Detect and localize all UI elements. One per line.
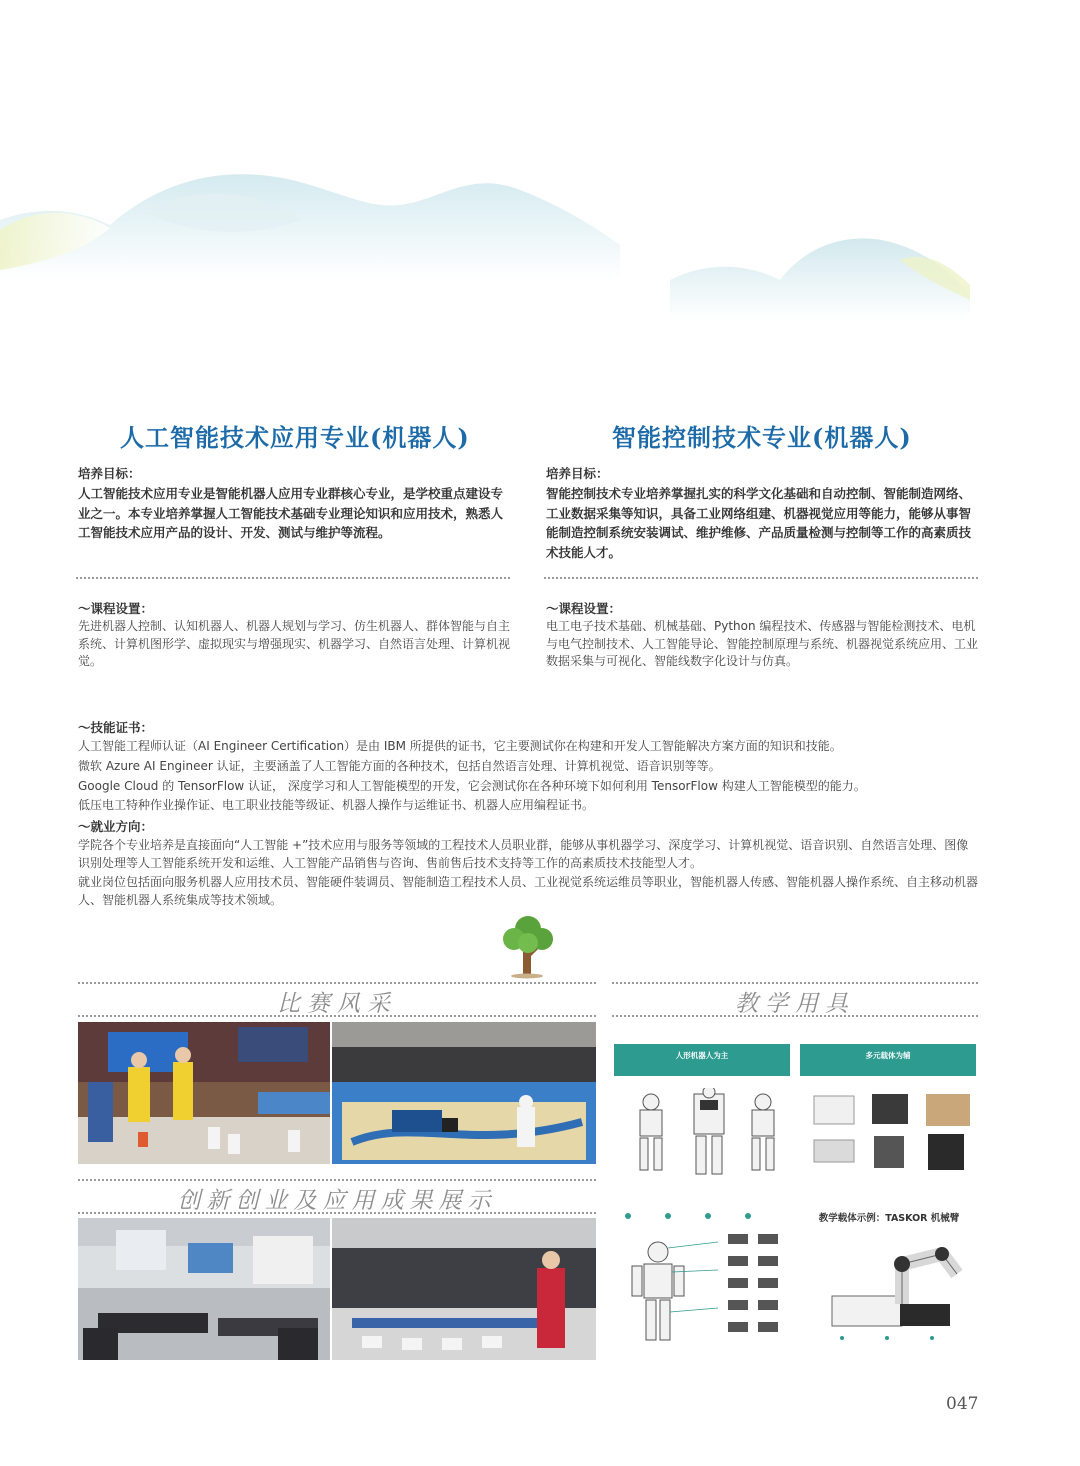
teaching-bar <box>614 1044 790 1076</box>
left-major-title: 人工智能技术应用专业(机器人) <box>120 423 470 452</box>
divider <box>544 577 978 579</box>
cert-label: ～技能证书： <box>78 720 154 735</box>
cert-line: 微软 Azure AI Engineer 认证，主要涵盖了人工智能方面的各种技术，包括自然语言处理、计算机视觉、语音识别等等。 <box>78 759 721 773</box>
cert-line: 人工智能工程师认证（AI Engineer Certification）是由 IBM 所提供的证书，它主要测试你在构建和开发人工智能解决方案方面的知识和技能。 <box>78 739 842 753</box>
competition-heading: 比赛风采 <box>277 991 397 1017</box>
left-course-text: 先进机器人控制、认知机器人、机器人规划与学习、仿生机器人、群体智能与自主系统、计算机图形学、虚拟现实与增强现实、机器学习、自然语言处理、计算机视觉。 <box>78 619 511 668</box>
robot-illustration <box>622 1088 792 1178</box>
divider <box>76 577 510 579</box>
divider <box>612 982 978 984</box>
robot-diagram <box>618 1212 788 1352</box>
divider <box>78 1212 596 1214</box>
page-number: 047 <box>946 1394 979 1414</box>
left-course-label: ～课程设置： <box>78 601 154 616</box>
innovation-photo <box>78 1218 330 1360</box>
right-course-text: 电工电子技术基础、机械基础、Python 编程技术、传感器与智能检测技术、电机与电气控制技术、人工智能导论、智能控制原理与系统、机器视觉系统应用、工业数据采集与可视化、智能线数字化设计与仿真。 <box>546 619 979 668</box>
divider <box>78 982 596 984</box>
career-label: ～就业方向： <box>78 819 154 834</box>
cert-line: Google Cloud 的 TensorFlow 认证， 深度学习和人工智能模型的开发，它会测试你在各种环境下如何利用 TensorFlow 构建人工智能模型的能力。 <box>78 779 866 793</box>
bar-title: 人形机器人为主 <box>675 1051 729 1060</box>
divider <box>78 1179 596 1181</box>
cert-line: 低压电工特种作业操作证、电工职业技能等级证、机器人操作与运维证书、机器人应用编程证书。 <box>78 798 595 812</box>
teaching-tools-panel <box>612 1022 978 1360</box>
right-goal-label: 培养目标： <box>546 466 609 481</box>
career-para: 就业岗位包括面向服务机器人应用技术员、智能硬件装调员、智能制造工程技术人员、工业视觉系统运维员等职业，智能机器人传感、智能机器人操作系统、自主移动机器人、智能机器人系统集成等技术领域。 <box>78 875 979 907</box>
divider <box>78 1015 596 1017</box>
bar-title: 多元载体为辅 <box>865 1051 911 1060</box>
competition-photo <box>78 1022 330 1164</box>
right-major-title: 智能控制技术专业(机器人) <box>612 423 912 452</box>
career-para: 学院各个专业培养是直接面向“人工智能 +”技术应用与服务等领域的工程技术人员职业群，能够从事机器学习、深度学习、计算机视觉、语音识别、自然语言处理、图像识别处理等人工智能系统开发和运维、人工智能产品销售与咨询、售前售后技术支持等工作的高素质技术技能型人才。 <box>78 838 969 870</box>
divider <box>612 1015 978 1017</box>
right-goal-text: 智能控制技术专业培养掌握扎实的科学文化基础和自动控制、智能制造网络、工业数据采集等知识，具备工业网络组建、机器视觉应用等能力，能够从事智能制造控制系统安装调试、维护维修、产品质量检测与控制等工作的高素质技术技能人才。 <box>546 486 972 560</box>
competition-photo <box>332 1022 596 1164</box>
robot-arm-illustration <box>822 1234 972 1344</box>
cloud-decoration <box>670 220 970 320</box>
left-goal-label: 培养目标： <box>78 466 141 481</box>
innovation-photo <box>332 1218 596 1360</box>
cloud-decoration <box>0 150 620 280</box>
teaching-example-title: 教学载体示例：TASKOR 机械臂 <box>818 1213 960 1224</box>
right-course-label: ～课程设置： <box>546 601 622 616</box>
tree-icon <box>500 913 556 979</box>
equipment-illustration <box>808 1088 976 1178</box>
left-goal-text: 人工智能技术应用专业是智能机器人应用专业群核心专业，是学校重点建设专业之一。本专业培养掌握人工智能技术基础专业理论知识和应用技术，熟悉人工智能技术应用产品的设计、开发、测试与维护等流程。 <box>78 486 504 540</box>
innovation-heading: 创新创业及应用成果展示 <box>177 1188 497 1214</box>
teaching-bar <box>800 1044 976 1076</box>
teaching-tools-heading: 教学用具 <box>735 991 855 1017</box>
